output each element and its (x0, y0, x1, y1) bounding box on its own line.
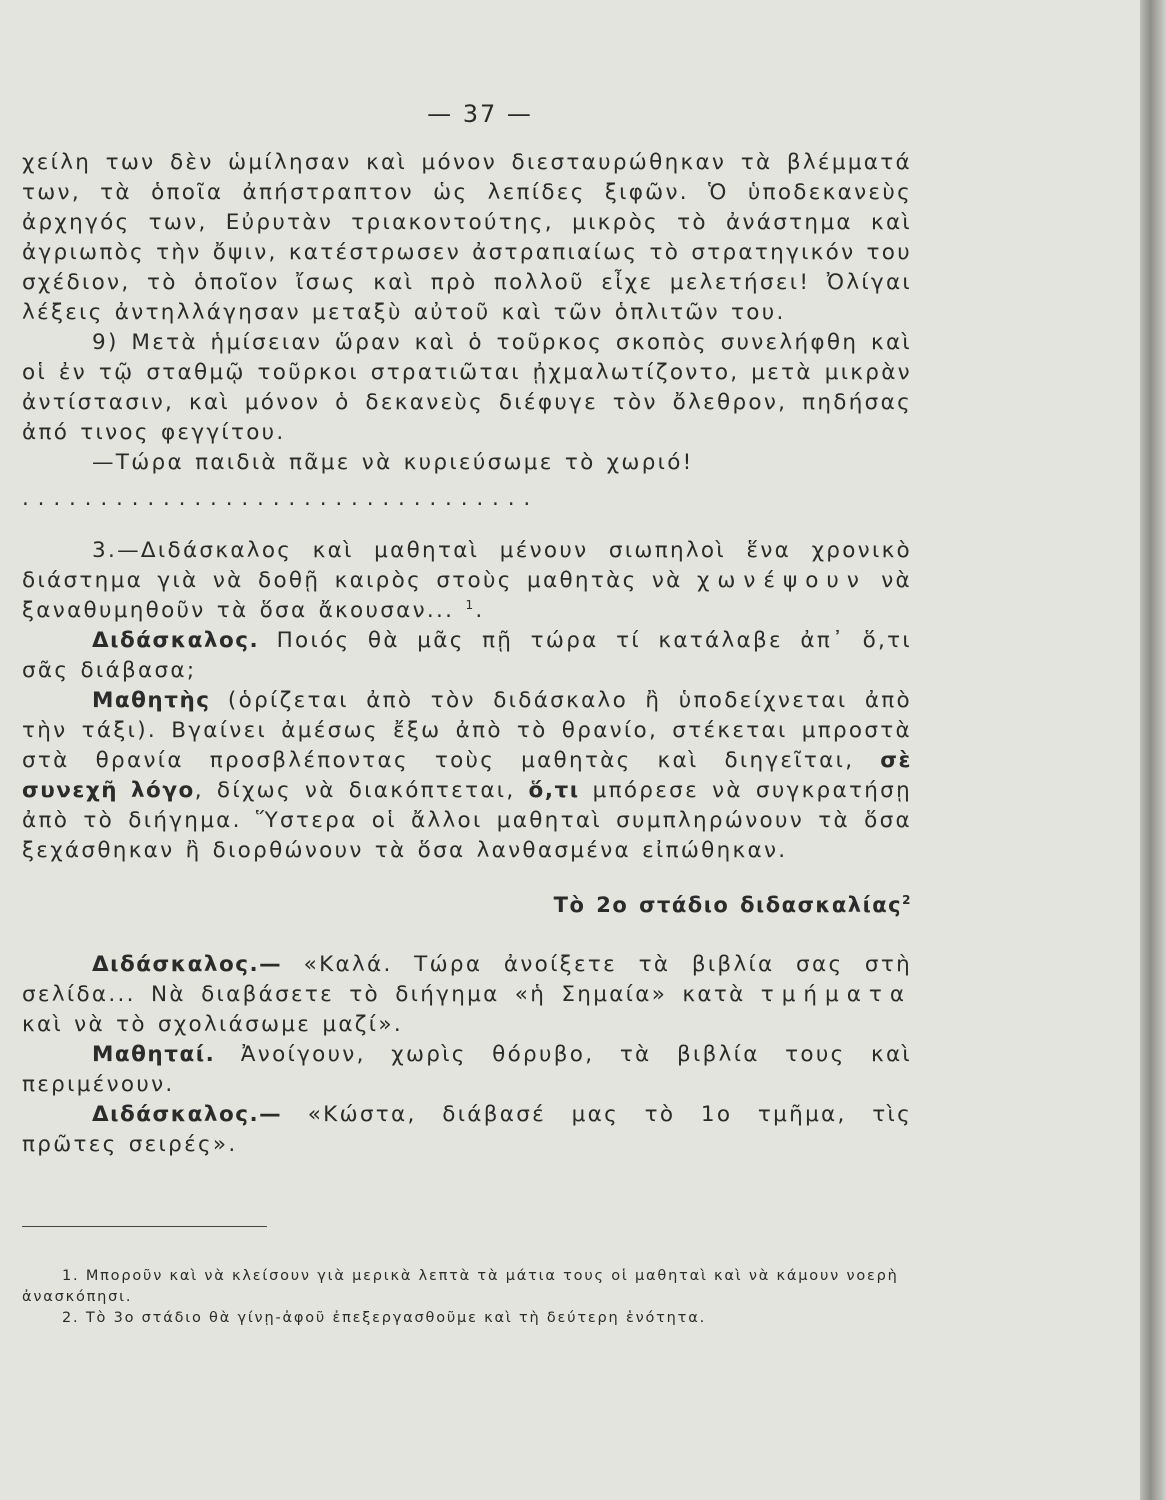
footnote-ref-1: 1 (465, 597, 476, 612)
paragraph-teacher-kosta (22, 1100, 912, 1160)
teacher-question-text: Ποιός θὰ μᾶς πῇ τώρα τί κατάλαβε ἀπ᾽ ὅ,τι σᾶς διάβασα; (22, 628, 912, 683)
paragraph-9: 9) Μετὰ ἡμίσειαν ὥραν καὶ ὁ τοῦρκος σκοπὸς συνελήφθη καὶ οἱ ἐν τῷ σταθμῷ τοῦρκοι στρατιῶται ᾐχμαλωτίζοντο, μετὰ μικρὰν ἀντίστασιν, καὶ μόνον ὁ δεκανεὺς διέφυγε τὸν ὄλεθρον, πηδήσας ἀπό τινος φεγγίτου. (22, 330, 912, 445)
footnote-ref-2: 2 (902, 893, 912, 907)
student-text-2: , δίχως νὰ διακόπτεται, (194, 778, 529, 803)
student-text-1: (ὁρίζεται ἀπὸ τὸν διδάσκαλο ἢ ὑποδείχνεται ἀπὸ τὴν τάξι). Βγαίνει ἀμέσως ἔξω ἀπὸ τὸ θρανίο, στέκεται μπροστὰ στὰ θρανία προσβλέποντας τοὺς μαθητὰς καὶ διηγεῖται, (22, 688, 912, 773)
paragraph-teacher-question (22, 626, 912, 686)
footnote-2: 2. Τὸ 3ο στάδιο θὰ γίνῃ-ἀφοῦ ἐπεξεργασθοῦμε καὶ τὴ δεύτερη ἑνότητα. (62, 1310, 706, 1326)
spaced-word: χωνέψουν (697, 568, 867, 593)
bold-phrase: σὲ συνεχῆ λόγο (22, 748, 912, 803)
dotted-separator: . . . . . . . . . . . . . . . . . . . . . . . . . . . . . . . . . (22, 486, 531, 511)
speaker-label: Διδάσκαλος.— (92, 1102, 283, 1127)
paragraph-step-3 (22, 536, 912, 626)
speaker-label: Μαθητὴς (92, 688, 211, 713)
step-3-text: 3.—Διδάσκαλος καὶ μαθηταὶ μένουν σιωπηλοὶ ἕνα χρονικὸ διάστημα γιὰ νὰ δοθῇ καιρὸς στοὺς μαθητὰς νὰ (22, 538, 912, 593)
section-heading (22, 890, 912, 920)
teacher-kosta-text: «Κώστα, διάβασέ μας τὸ 1ο τμῆμα, τὶς πρῶτες σειρές». (22, 1102, 912, 1157)
paragraph-exclamation: —Τώρα παιδιὰ πᾶμε νὰ κυριεύσωμε τὸ χωριό! (92, 450, 694, 475)
paragraph-students (22, 1040, 912, 1100)
speaker-label: Διδάσκαλος. (92, 628, 260, 653)
body-text (22, 148, 912, 1160)
teacher-instruction-text-1: «Καλά. Τώρα ἀνοίξετε τὰ βιβλία σας στὴ σελίδα... Νὰ διαβάσετε τὸ διήγημα «ἡ Σημαία» κατὰ (22, 952, 912, 1007)
section-heading-text: Τὸ 2ο στάδιο διδασκαλίας (553, 893, 903, 917)
footnotes (22, 1266, 912, 1329)
footnote-rule (22, 1226, 267, 1227)
step-3-period: . (475, 598, 485, 623)
bold-word: ὅ,τι (528, 778, 580, 803)
teacher-instruction-text-2: καὶ νὰ τὸ σχολιάσωμε μαζί». (22, 1012, 403, 1037)
student-text-3: μπόρεσε νὰ συγκρατήσῃ ἀπὸ τὸ διήγημα. Ὕστερα οἱ ἄλλοι μαθηταὶ συμπληρώνουν τὰ ὅσα ξεχάσθηκαν ἢ διορθώνουν τὰ ὅσα λανθασμένα εἰπώθηκαν. (22, 778, 912, 863)
paragraph-teacher-instruction (22, 950, 912, 1040)
speaker-label: Διδάσκαλος.— (92, 952, 283, 977)
paragraph-continuation: χείλη των δὲν ὡμίλησαν καὶ μόνον διεσταυρώθηκαν τὰ βλέμματά των, τὰ ὁποῖα ἀπήστραπτον ὡς λεπίδες ξιφῶν. Ὁ ὑποδεκανεὺς ἀρχηγός των, Εὐρυτὰν τριακοντούτης, μικρὸς τὸ ἀνάστημα καὶ ἀγριωπὸς τὴν ὄψιν, κατέστρωσεν ἀστραπιαίως τὸ στρατηγικόν του σχέδιον, τὸ ὁποῖον ἴσως καὶ πρὸ πολλοῦ εἶχε μελετήσει! Ὀλίγαι λέξεις ἀντηλλάγησαν μεταξὺ αὐτοῦ καὶ τῶν ὁπλιτῶν του. (22, 150, 912, 325)
speaker-label: Μαθηταί. (92, 1042, 216, 1067)
paragraph-student (22, 686, 912, 866)
step-3-text-end: νὰ ξαναθυμηθοῦν τὰ ὅσα ἄκουσαν... (22, 568, 912, 623)
page-number: — 37 — (427, 100, 533, 128)
spaced-word: τμήματα (760, 982, 912, 1007)
students-text: Ἀνοίγουν, χωρὶς θόρυβο, τὰ βιβλία τους καὶ περιμένουν. (22, 1042, 912, 1097)
footnote-1: 1. Μποροῦν καὶ νὰ κλείσουν γιὰ μερικὰ λεπτὰ τὰ μάτια τους οἱ μαθηταὶ καὶ νὰ κάμουν νοερὴ ἀνασκόπησι. (22, 1268, 899, 1305)
page-edge (1140, 0, 1166, 1500)
